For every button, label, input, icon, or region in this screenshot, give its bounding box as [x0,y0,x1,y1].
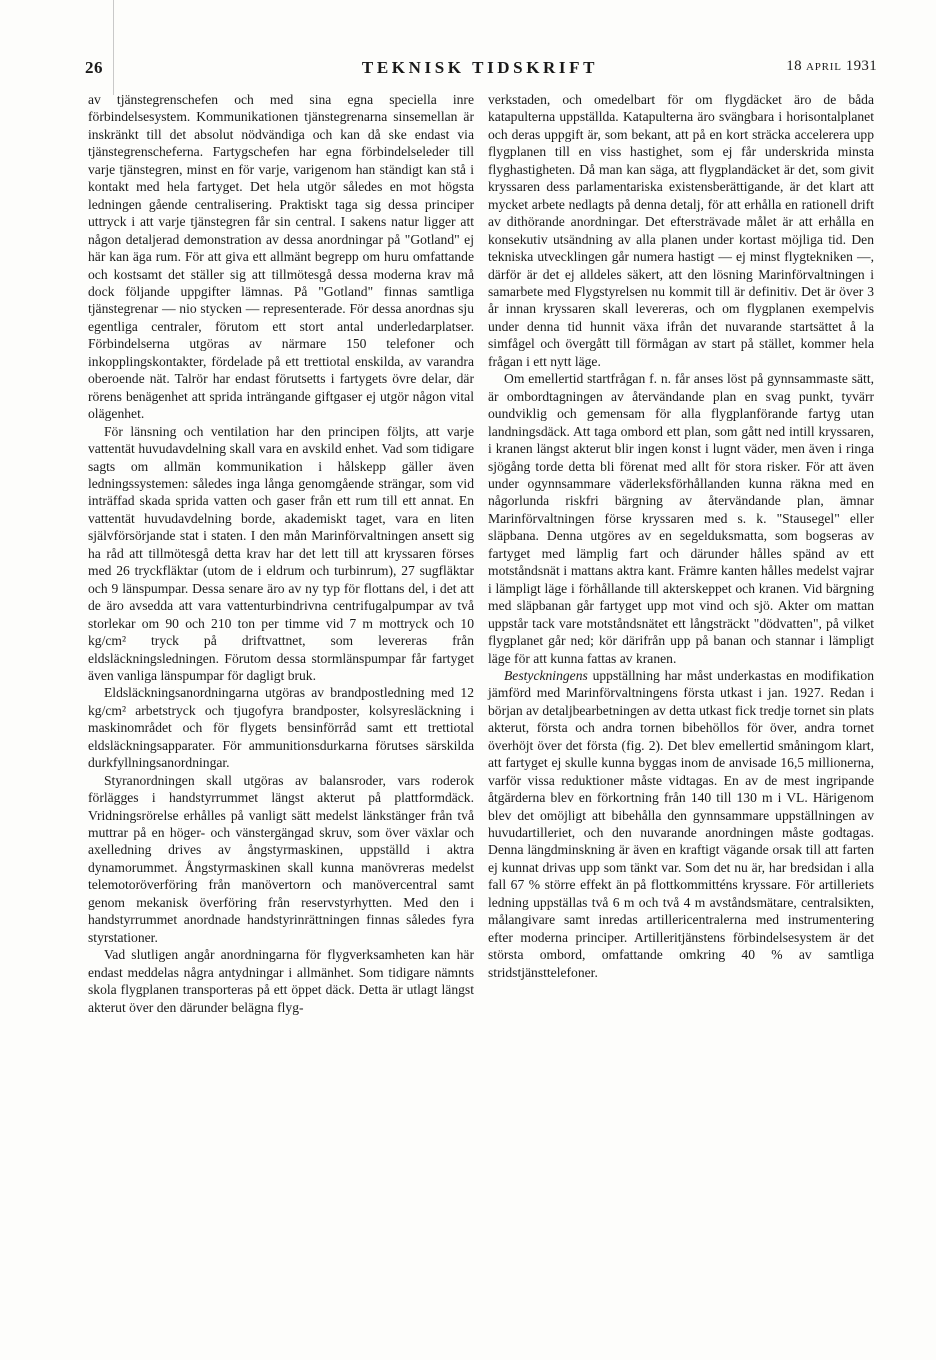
armament-lead-word: Bestyckningens [504,667,588,683]
journal-title: TEKNISK TIDSKRIFT [361,58,599,77]
paragraph-communication: av tjänstegrenschefen och med sina egna speciella inre förbindelsesystem. Kommunikationen tjänstegrenarna sinsemellan är inskränkt till det absolut nödvändiga och kan då ske endast via tjänstegrenscheferna. Fartygschefen har egna förbindelseleder till varje tjänstegren, minst en för varje, varigenom han ständigt kan stå i kontakt med hela fartyget. Det hela utgör således en mot högsta ledningen gående centralisering. Praktiskt taga sig dessa principer uttryck i att varje tjänstegren får sin central. I sakens natur ligger att någon detaljerad demonstration av dessa anordningar på "Gotland" ej här kan äga rum. För att giva ett allmänt begrepp om huru omfattande och kostsamt det ställer sig att tillmötesgå dessa moderna krav må dock följande uppgifter lämnas. På "Gotland" finnas samtliga tjänstegrenar — nio stycken — representerade. För dessa anordnas sju egentliga centraler, förutom ett stort antal underledarplatser. Förbindelserna utgöras av närmare 150 telefoner och inkopplingskontakter, fördelade på ett trettiotal enskilda, av varandra oberoende nät. Talrör har endast förutsetts i fartygets övre delar, där rörens benägenhet att sprida inträngande giftgaser ej utgör någon vital olägenhet. [88,92,474,422]
paragraph-drainage-ventilation: För länsning och ventilation har den principen följts, att varje vattentät huvudavdelning skall vara en avskild enhet. Vad som tidigare sagts om allmän kommunikation i hålskepp gäller även ledningssystemen: således inga långa genomgående strängar, som vid inträffad skada sprida vatten och gaser från ett rum till ett annat. En vattentät huvudavdelning borde, akademiskt taget, vara en liten självförsörjande stat i staten. I den mån Marinförvaltningen ansett sig ha råd att tillmötesgå detta krav har det lett till att kryssaren förses med 26 tryckfläktar (utom de i eldrum och turbinrum), 27 sugfläktar och 9 länspumpar. Dessa senare äro av ny typ för flottans del, i det att de äro avsedda att vara vattenturbindrivna centrifugalpumpar av två storlekar om 90 och 210 ton per timme vid 7 m mottryck och 10 kg/cm² tryck på driftvattnet, som levereras från eldsläckningsledningen. Förutom dessa stormlänspumpar får fartyget även vanliga länspumpar för dagligt bruk. [88,423,474,683]
paragraph-recovery: Om emellertid startfrågan f. n. får anses löst på gynnsammaste sätt, är ombordtagningen av återvändande plan en svag punkt, tyvärr oundviklig och gemensam för alla flygplanförande fartyg utan landningsdäck. Att taga ombord ett plan, som gått ned intill kryssaren, i kranen längst akterut blir ingen konst i lugnt väder, men även i ringa sjögång torde detta bli förenat med allt för stora risker. För att även under ogynnsammare väderleksförhållanden kunna räkna med en någorlunda riskfri bärgning av återvändande plan, ämnar Marinförvaltningen förse kryssaren med s. k. "Stausegel" eller släpbana. Denna utgöres av en segelduksmatta, som bogseras av fartyget med lämplig fart och därunder hålles spänd av ett motståndsnät i mattans aktra kant. Främre kanten hålles medelst vajrar i lämpligt läge i förhållande till akterskeppet och kranen. Vid bärgning med släpbanan går fartyget upp mot vind och sjö. Akter om mattan uppstår tack vare motståndsnätet ett långsträckt "dödvatten", på vilket flygplanet går ned; kör därifrån upp på banan och stannar i lämpligt läge för att kunna fattas av kranen. [488,371,874,666]
issue-month: APRIL [805,61,842,73]
armament-text: uppställning har måst underkastas en modifikation jämförd med Marinförvaltningens första utkast i jan. 1927. Redan i början av detaljbearbetningen av detta utkast fick tredje tornet sin plats akterut, första och andra tornen bibehöllos för över, andra tornet överhöjt över det första (fig. 2). Det blev emellertid småningom klart, att fartyget ej skulle kunna byggas inom de anvisade 16,5 millionerna, varför vissa reduktioner måste vidtagas. En av de mest ingripande åtgärderna blev en förkortning från 140 till 130 m i VL. Härigenom blev det omöjligt att bibehålla den gynnsammare uppställningen av huvudartilleriet, och den nuvarande anordningen måste godtagas. Denna längdminskning är även en kraftigt vägande orsak till att farten ej kunnat drivas upp som tänkt var. Som det nu är, har bredsidan i alla fall 67 % större effekt än på flottkommitténs kryssare. För artilleriets ledning uppställas två 6 m och två 4 m avståndsmätare, centralsikten, målangivare samt inredas artillericentralerna med instrumentering efter moderna principer. Artilleritjänstens förbindelsesystem är det största ombord, omfattande omkring 40 % av samtliga stridstjänsttelefoner. [488,667,874,980]
scan-edge-line [113,0,114,95]
paragraph-armament [488,667,874,981]
paragraph-fire-extinguishing: Eldsläckningsanordningarna utgöras av brandpostledning med 12 kg/cm² arbetstryck och tjugofyra brandposter, kolsyresläckning i maskinområdet och för flygets bensinförråd samt ett trettiotal eldsläckningsapparater. För ammunitionsdurkarna förutses särskilda durkfyllningsanordningar. [88,685,474,771]
page-number: 26 [85,58,103,77]
issue-day: 18 [786,58,802,74]
running-head [85,58,877,80]
issue-date [786,58,877,75]
paragraph-aviation: Vad slutligen angår anordningarna för flygverksamheten kan här endast meddelas några antydningar i allmänhet. Som tidigare nämnts skola flygplanen transporteras på ett öppet däck. Detta är utlagt längst akterut över den därunder belägna flyg- [88,947,474,1015]
paragraph-catapults: verkstaden, och omedelbart för om flygdäcket äro de båda katapulterna uppställda. Katapulterna äro svängbara i horisontalplanet och deras uppgift är, som bekant, att på en kort sträcka accelerera upp flygplanen till en viss hastighet, som ej får underskrida minsta flyghastigheten. Då man kan säga, att flygplandäcket är det, som givit kryssaren dess parlamentariska existensberättigande, är det klart att mycket arbete nedlagts på denna detalj, för att erhålla en rationell drift av dithörande anordningar. Det eftersträvade målet är att erhålla en konsekutiv utsändning av alla planen under kortast möjliga tid. Den tekniska utvecklingen går numera hastigt — ej minst flygtekniken —, därför är det ej alldeles säkert, att den lösning Marinförvaltningen i samarbete med Flygstyrelsen nu kommit till är definitiv. Det är över 3 år innan kryssaren skall levereras, och om flygplanen exempelvis under denna tid hunnit växa ifrån det nuvarande startsättet å la simfågel och övergått till förmågan av start på stället, kommer hela frågan i ett nytt läge. [488,92,874,369]
issue-year: 1931 [845,58,877,74]
right-column [488,91,874,981]
left-column [88,91,474,1016]
paragraph-steering: Styranordningen skall utgöras av balansroder, vars roderok förlägges i handstyrrummet längst akterut på plattformdäck. Vridningsrörelse erhålles på vanligt sätt medelst länkstänger från två muttrar på en höger- och vänstergängad skruv, som över växlar och axelledning drives av ångstyrmaskinen, uppställd i aktra dynamorummet. Ångstyrmaskinen skall kunna manövreras medelst telemotoröverföring från manövertorn och manövercentral samt genom mekanisk överföring från reservstyrhytten. Med den i handstyrrummet anordnade handstyrinrättningen finnas således fyra styrstationer. [88,772,474,945]
